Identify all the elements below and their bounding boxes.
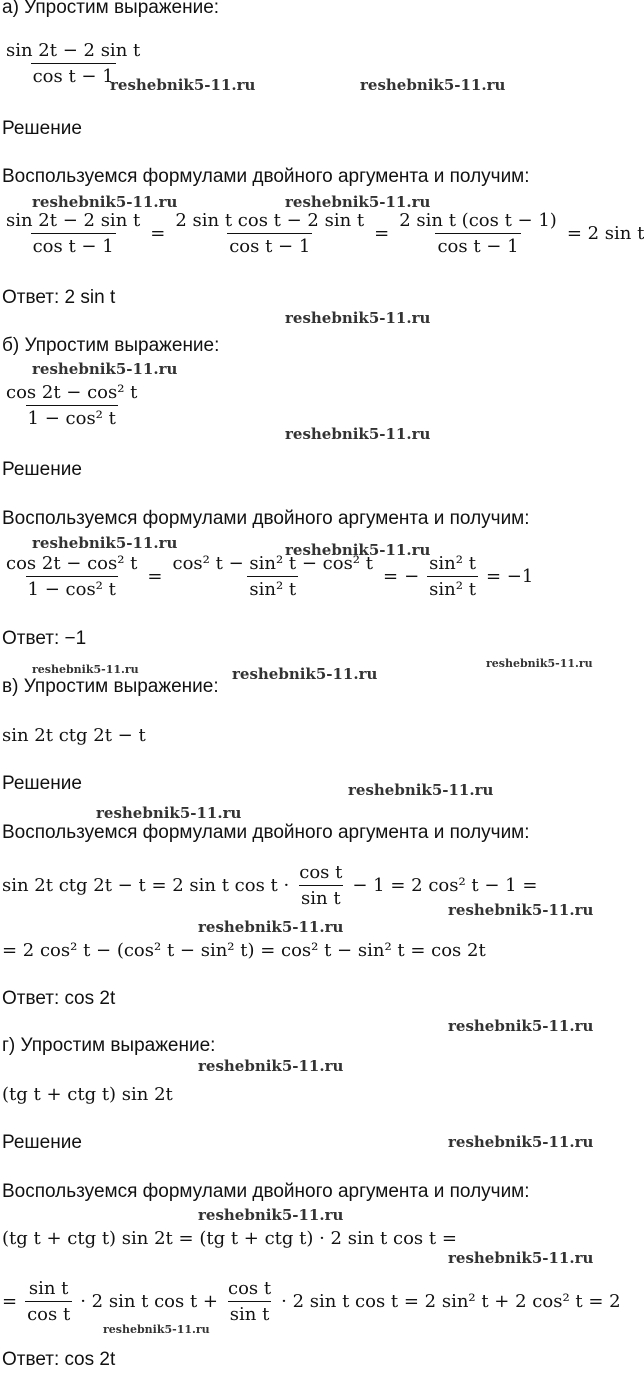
section-g-line2: = $\frac{\text{sin t}}{\text{cos t}}$ · 2 sin t cos t + $\frac{\text{cos t}}{\text{sin t}}$ · 2 sin t cos t = 2 sin² t + 2 cos² t = 2 bbox=[2, 1278, 621, 1325]
section-a-solution-label: Решение bbox=[2, 118, 82, 139]
section-v-answer: Ответ: cos 2t bbox=[2, 988, 116, 1009]
watermark: reshebnik5-11.ru bbox=[285, 425, 431, 443]
section-b-answer: Ответ: −1 bbox=[2, 628, 87, 649]
watermark: reshebnik5-11.ru bbox=[285, 193, 431, 211]
section-b-intro: Воспользуемся формулами двойного аргумента и получим: bbox=[2, 508, 530, 529]
watermark: reshebnik5-11.ru bbox=[198, 918, 344, 936]
watermark: reshebnik5-11.ru bbox=[285, 309, 431, 327]
section-b-solution-label: Решение bbox=[2, 459, 82, 480]
watermark: reshebnik5-11.ru bbox=[32, 663, 139, 676]
section-g-title: г) Упростим выражение: bbox=[2, 1035, 216, 1056]
watermark: reshebnik5-11.ru bbox=[198, 1057, 344, 1075]
watermark: reshebnik5-11.ru bbox=[32, 534, 178, 552]
section-g-expression: (tg t + ctg t) sin 2t bbox=[2, 1084, 173, 1105]
watermark: reshebnik5-11.ru bbox=[198, 1206, 344, 1224]
section-g-solution-label: Решение bbox=[2, 1132, 82, 1153]
watermark: reshebnik5-11.ru bbox=[448, 1133, 594, 1151]
watermark: reshebnik5-11.ru bbox=[110, 76, 256, 94]
section-g-answer: Ответ: cos 2t bbox=[2, 1349, 116, 1370]
section-b-expression: $\frac{\text{cos 2t − cos² t}}{\text{1 − cos² t}}$ bbox=[6, 382, 138, 429]
watermark: reshebnik5-11.ru bbox=[348, 781, 494, 799]
section-v-title: в) Упростим выражение: bbox=[2, 676, 219, 697]
watermark: reshebnik5-11.ru bbox=[32, 360, 178, 378]
section-v-expression: sin 2t ctg 2t − t bbox=[2, 725, 146, 746]
watermark: reshebnik5-11.ru bbox=[486, 657, 593, 670]
watermark: reshebnik5-11.ru bbox=[448, 1249, 594, 1267]
section-v-intro: Воспользуемся формулами двойного аргумента и получим: bbox=[2, 822, 530, 843]
watermark: reshebnik5-11.ru bbox=[32, 193, 178, 211]
section-g-line1: (tg t + ctg t) sin 2t = (tg t + ctg t) · 2 sin t cos t = bbox=[2, 1228, 457, 1249]
section-a-answer: Ответ: 2 sin t bbox=[2, 287, 116, 308]
section-b-title: б) Упростим выражение: bbox=[2, 335, 220, 356]
watermark: reshebnik5-11.ru bbox=[360, 76, 506, 94]
section-a-intro: Воспользуемся формулами двойного аргумента и получим: bbox=[2, 166, 530, 187]
section-a-title: а) Упростим выражение: bbox=[2, 0, 220, 18]
watermark: reshebnik5-11.ru bbox=[448, 1017, 594, 1035]
section-b-derivation: $\frac{\text{cos 2t − cos² t}}{\text{1 − cos² t}}$ = $\frac{\text{cos² t − sin² t − cos² t}}{\text{sin² t}}$ = − $\frac{\text{sin² t}}{\text{sin² t}}$ = −1 bbox=[6, 553, 534, 600]
section-a-expression: $\frac{\text{sin 2t − 2 sin t}}{\text{cos t − 1}}$ bbox=[6, 40, 141, 87]
watermark: reshebnik5-11.ru bbox=[285, 541, 431, 559]
section-v-solution-label: Решение bbox=[2, 773, 82, 794]
watermark: reshebnik5-11.ru bbox=[96, 804, 242, 822]
section-v-line2: = 2 cos² t − (cos² t − sin² t) = cos² t − sin² t = cos 2t bbox=[2, 940, 486, 961]
watermark: reshebnik5-11.ru bbox=[103, 1323, 210, 1336]
section-g-intro: Воспользуемся формулами двойного аргумента и получим: bbox=[2, 1181, 530, 1202]
watermark: reshebnik5-11.ru bbox=[448, 901, 594, 919]
section-a-derivation: $\frac{\text{sin 2t − 2 sin t}}{\text{cos t − 1}}$ = $\frac{\text{2 sin t cos t − 2 sin t}}{\text{cos t − 1}}$ = $\frac{\text{2 sin t (cos t − 1)}}{\text{cos t − 1}}$ = 2 sin t bbox=[6, 210, 644, 257]
section-v-line1: sin 2t ctg 2t − t = 2 sin t cos t · $\frac{\text{cos t}}{\text{sin t}}$ − 1 = 2 cos² t − 1 = bbox=[2, 862, 538, 909]
watermark: reshebnik5-11.ru bbox=[232, 665, 378, 683]
